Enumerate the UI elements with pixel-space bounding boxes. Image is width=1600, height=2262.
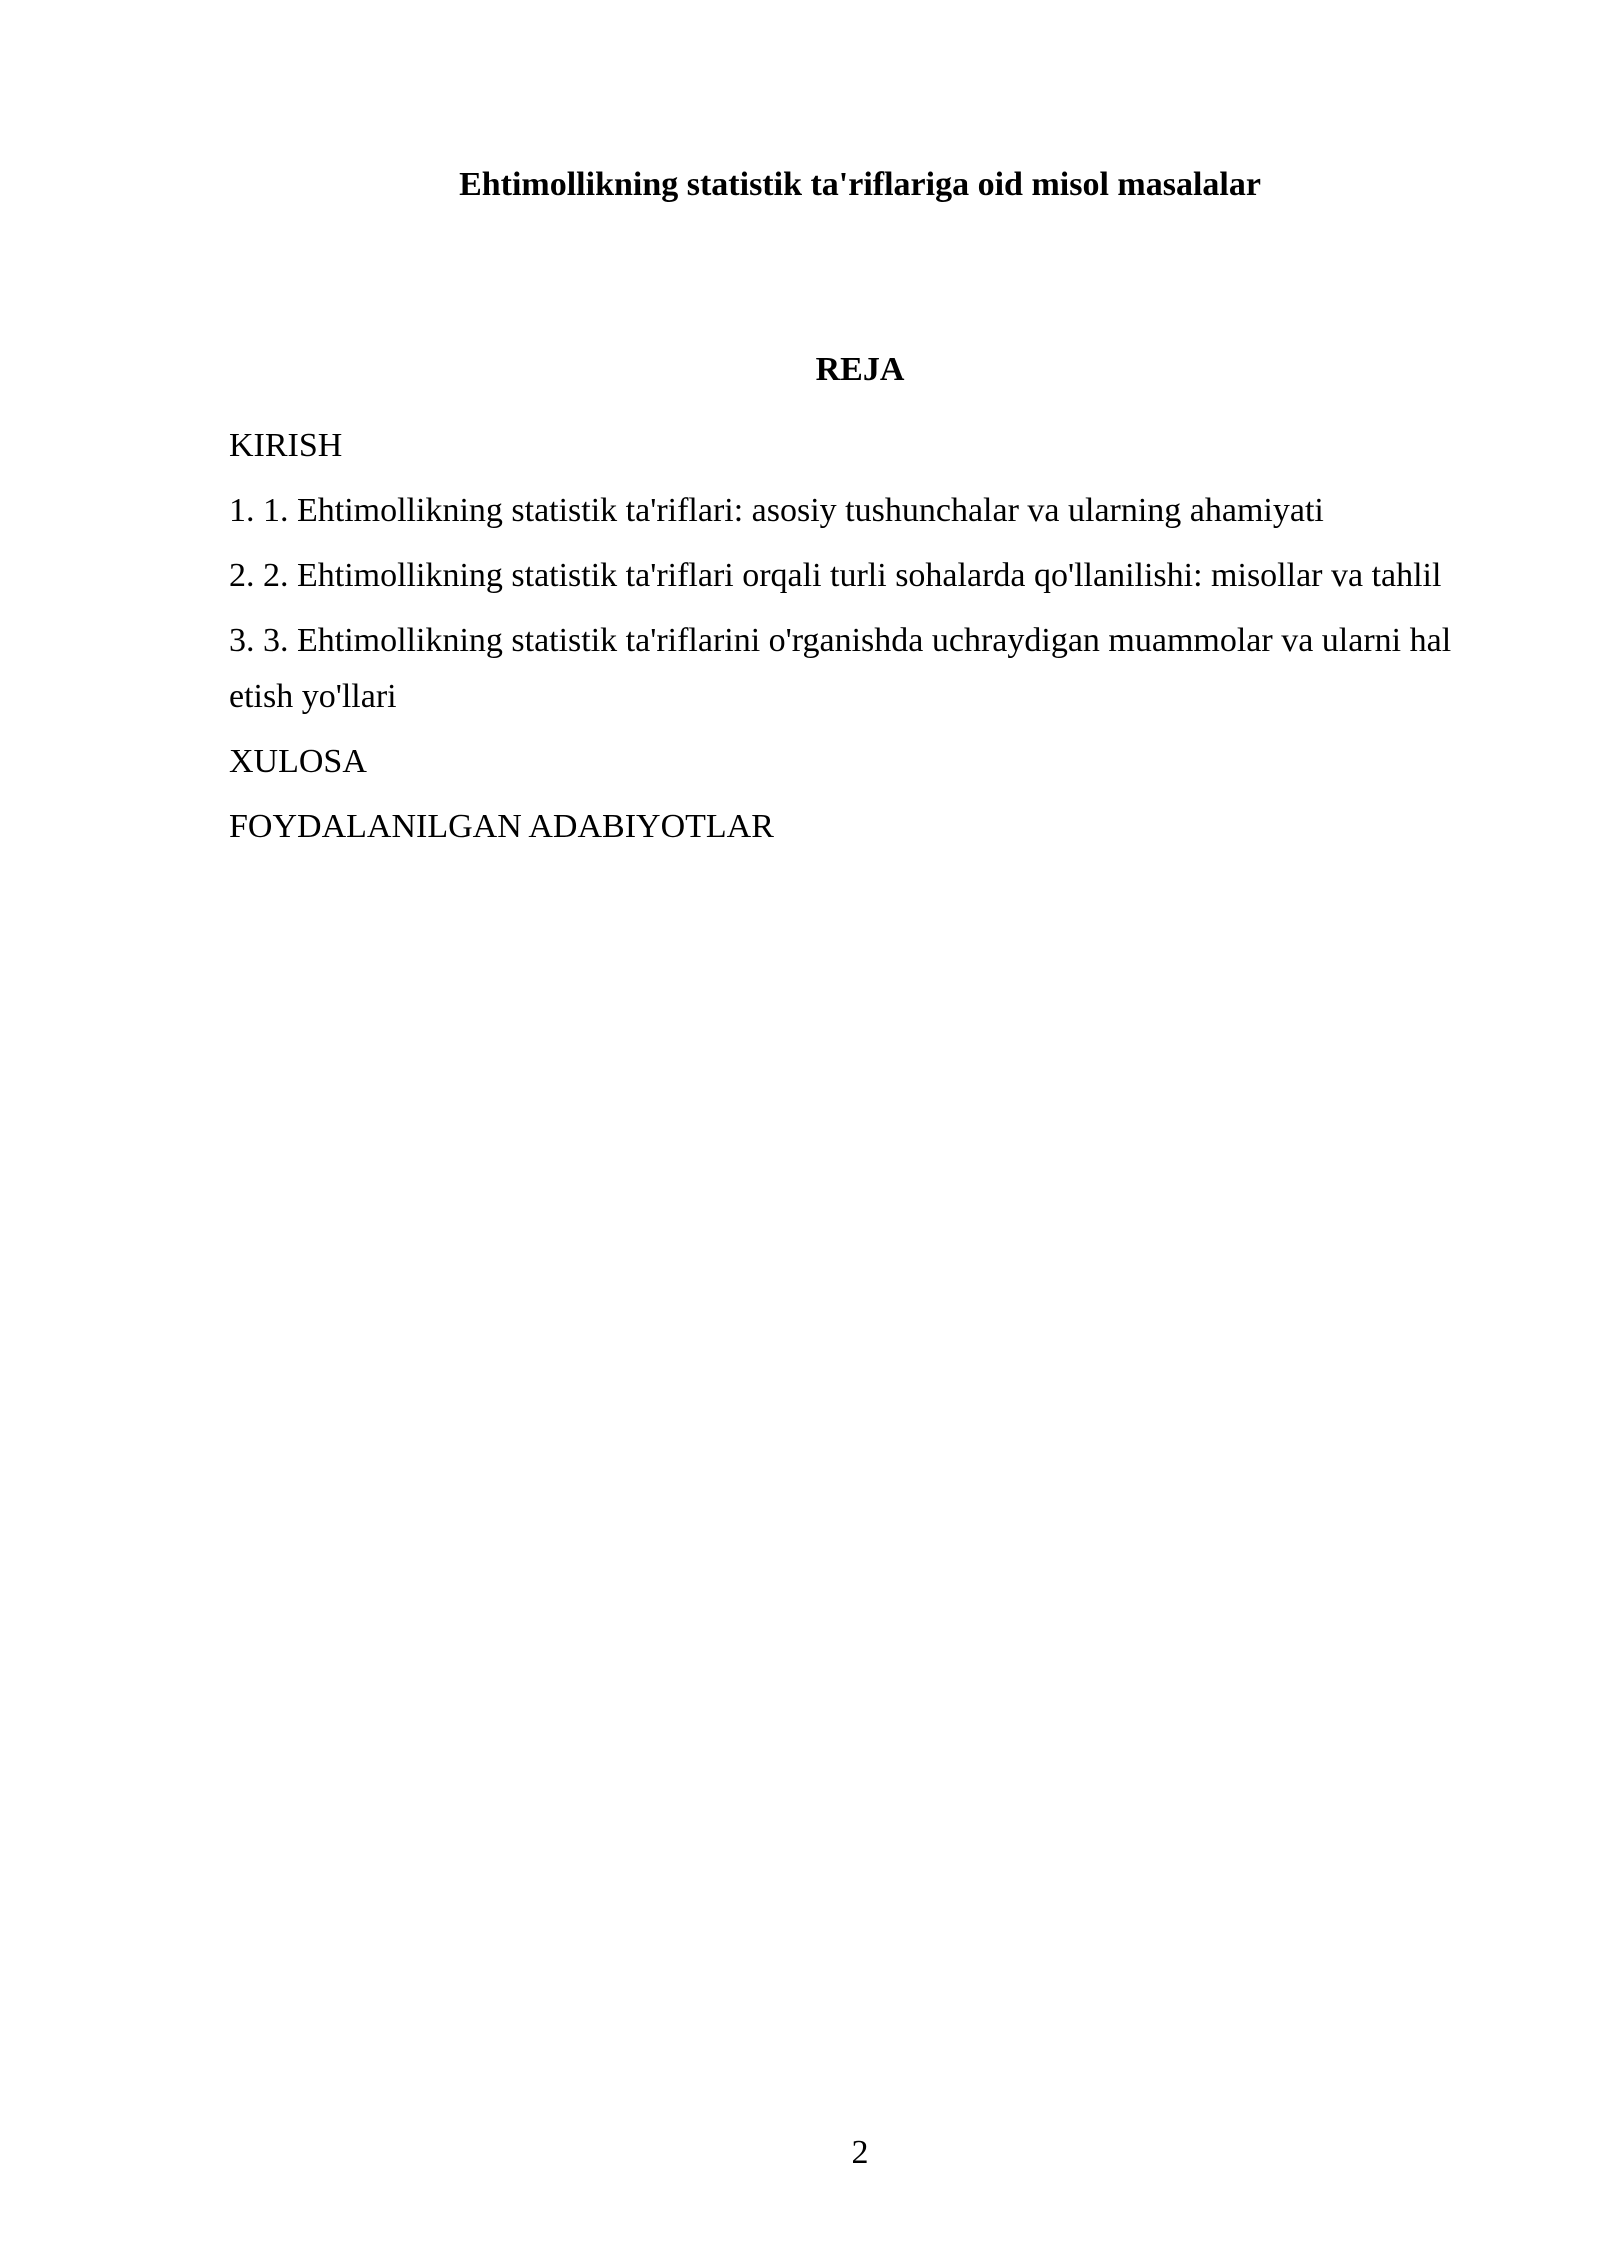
page-number: 2 <box>851 2134 869 2171</box>
toc-item-chapter-3: 3. 3. Ehtimollikning statistik ta'riflarini o'rganishda uchraydigan muammolar va ularni hal etish yo'llari <box>229 622 1452 715</box>
toc-item-chapter-1: 1. 1. Ehtimollikning statistik ta'riflari: asosiy tushunchalar va ularning ahamiyati <box>229 492 1324 529</box>
document-title: Ehtimollikning statistik ta'riflariga oid misol masalalar <box>459 166 1261 203</box>
toc-item-introduction: KIRISH <box>229 427 343 464</box>
toc-item-conclusion: XULOSA <box>229 743 367 780</box>
plan-heading: REJA <box>815 351 905 388</box>
table-of-contents <box>229 418 1491 864</box>
toc-item-references: FOYDALANILGAN ADABIYOTLAR <box>229 808 774 845</box>
toc-item-chapter-2: 2. 2. Ehtimollikning statistik ta'riflari orqali turli sohalarda qo'llanilishi: misollar va tahlil <box>229 557 1442 594</box>
